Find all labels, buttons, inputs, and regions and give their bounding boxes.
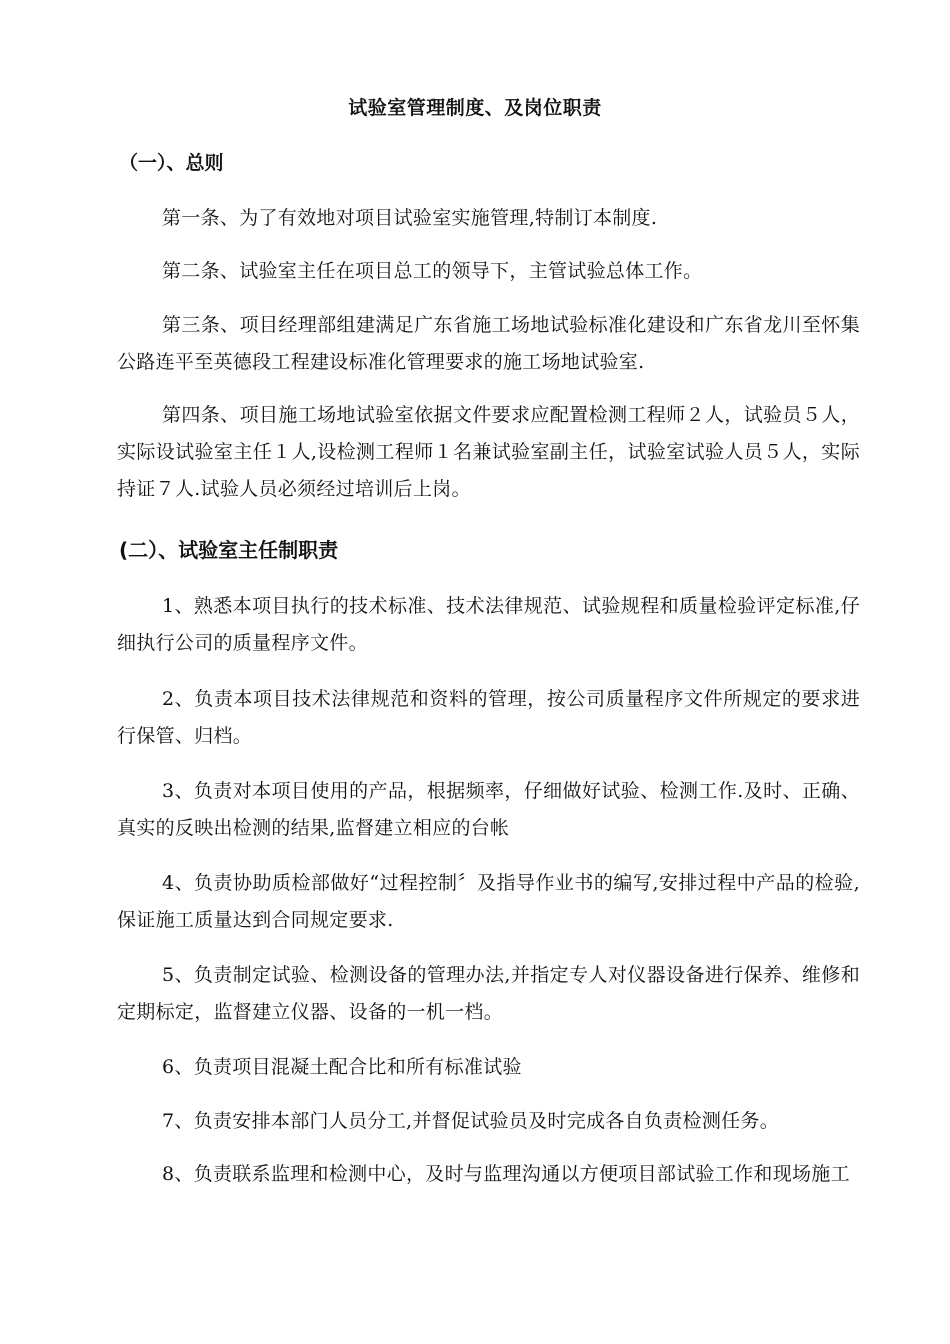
section-heading-general: （一）、总则: [119, 152, 224, 174]
duty-item-3: 3、负责对本项目使用的产品，根据频率，仔细做好试验、检测工作.及时、正确、真实的反映出检测的结果,监督建立相应的台帐: [117, 780, 860, 839]
paragraph-article-4: 第四条、项目施工场地试验室依据文件要求应配置检测工程师２人，试验员５人，实际设试验室主任１人,设检测工程师１名兼试验室副主任，试验室试验人员５人，实际持证７人.试验人员必须经过培训后上岗。: [117, 404, 860, 500]
duty-item-4: 4、负责协助质检部做好“过程控制〞及指导作业书的编写,安排过程中产品的检验,保证施工质量达到合同规定要求.: [117, 872, 860, 931]
duty-item-5: 5、负责制定试验、检测设备的管理办法,并指定专人对仪器设备进行保养、维修和定期标定，监督建立仪器、设备的一机一档。: [117, 964, 860, 1023]
duty-item-7: 7、负责安排本部门人员分工,并督促试验员及时完成各自负责检测任务。: [162, 1110, 780, 1132]
section-heading-director-duties: (二）、试验室主任制职责: [119, 538, 339, 562]
duty-item-6: 6、负责项目混凝土配合比和所有标准试验: [162, 1056, 522, 1078]
paragraph-article-3: 第三条、项目经理部组建满足广东省施工场地试验标准化建设和广东省龙川至怀集公路连平至英德段工程建设标准化管理要求的施工场地试验室.: [117, 314, 860, 373]
document-title: 试验室管理制度、及岗位职责: [348, 97, 602, 119]
duty-item-8: 8、负责联系监理和检测中心，及时与监理沟通以方便项目部试验工作和现场施工: [162, 1163, 850, 1185]
paragraph-article-1: 第一条、为了有效地对项目试验室实施管理,特制订本制度.: [162, 207, 658, 229]
duty-item-2: 2、负责本项目技术法律规范和资料的管理，按公司质量程序文件所规定的要求进行保管、归档。: [117, 688, 860, 747]
duty-item-1: 1、熟悉本项目执行的技术标准、技术法律规范、试验规程和质量检验评定标准,仔细执行公司的质量程序文件。: [117, 595, 860, 654]
paragraph-article-2: 第二条、试验室主任在项目总工的领导下，主管试验总体工作。: [162, 260, 703, 282]
